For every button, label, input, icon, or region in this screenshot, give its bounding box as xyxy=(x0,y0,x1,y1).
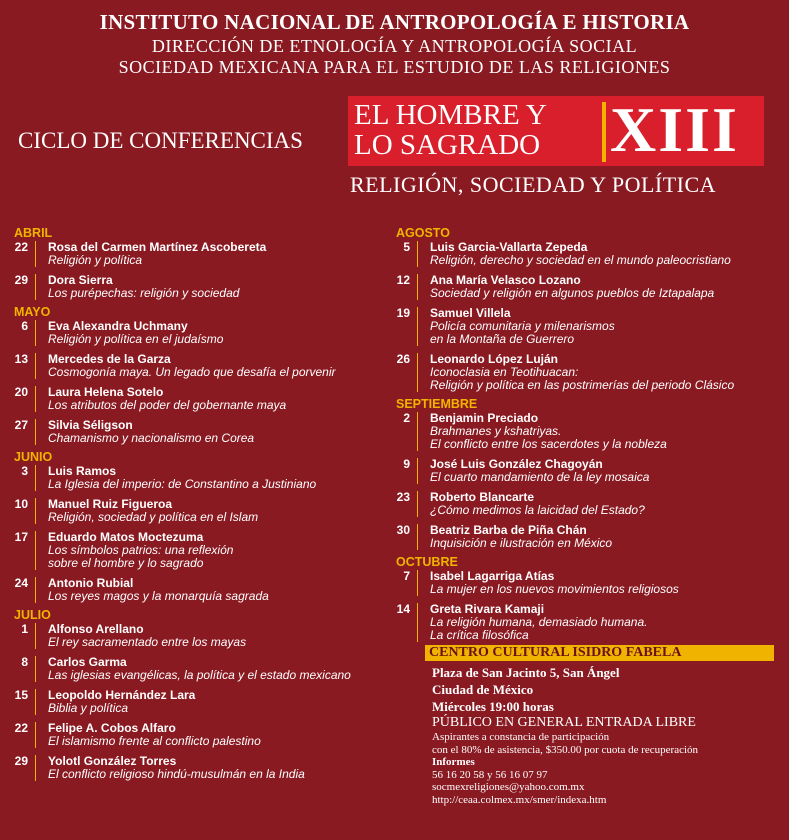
lecture-title: El conflicto religioso hindú-musulmán en la India xyxy=(48,767,305,781)
speaker-name: Antonio Rubial xyxy=(48,576,134,590)
lecture-details xyxy=(48,688,386,715)
lecture-title: El cuarto mandamiento de la ley mosaica xyxy=(430,470,650,484)
lecture-date: 22 xyxy=(14,240,28,254)
lecture-date: 17 xyxy=(14,530,28,544)
speaker-name: Ana María Velasco Lozano xyxy=(430,273,581,287)
lecture-date: 13 xyxy=(14,352,28,366)
lecture-date: 8 xyxy=(21,655,28,669)
lecture-title: Biblia y política xyxy=(48,701,129,715)
speaker-name: Benjamin Preciado xyxy=(430,411,539,425)
lecture-title: Religión y política en las postrimerías del periodo Clásico xyxy=(430,378,735,392)
speaker-name: Leopoldo Hernández Lara xyxy=(48,688,196,702)
lecture-title: Religión, sociedad y política en el Islam xyxy=(48,510,259,524)
venue-city: Ciudad de México xyxy=(432,682,534,697)
event-title-line1: EL HOMBRE Y xyxy=(354,99,547,131)
lecture-entry xyxy=(14,622,386,649)
lecture-details xyxy=(430,569,786,596)
lecture-date: 26 xyxy=(396,352,410,366)
lecture-date: 6 xyxy=(21,319,28,333)
lecture-date: 20 xyxy=(14,385,28,399)
lecture-details xyxy=(48,385,386,412)
lecture-date: 24 xyxy=(14,576,28,590)
event-title-box xyxy=(348,96,764,166)
speaker-name: Samuel Villela xyxy=(430,306,511,320)
lecture-title: Sociedad y religión en algunos pueblos de Iztapalapa xyxy=(430,286,715,300)
date-divider xyxy=(417,274,418,300)
lecture-entry xyxy=(14,721,386,748)
speaker-name: Carlos Garma xyxy=(48,655,127,669)
lecture-entry xyxy=(396,569,786,596)
date-divider xyxy=(35,241,36,267)
lecture-date: 19 xyxy=(396,306,410,320)
lecture-date: 3 xyxy=(21,464,28,478)
date-divider xyxy=(35,274,36,300)
date-divider xyxy=(35,386,36,412)
lecture-title: El conflicto entre los sacerdotes y la nobleza xyxy=(430,437,667,451)
month-heading: OCTUBRE xyxy=(396,555,458,569)
speaker-name: Roberto Blancarte xyxy=(430,490,535,504)
speaker-name: Manuel Ruiz Figueroa xyxy=(48,497,173,511)
lecture-details xyxy=(430,602,786,642)
lecture-details xyxy=(48,576,386,603)
phone-numbers: 56 16 20 58 y 56 16 07 97 xyxy=(432,768,548,781)
lecture-entry xyxy=(396,523,786,550)
event-title-line2: LO SAGRADO xyxy=(354,129,541,161)
speaker-name: Leonardo López Luján xyxy=(430,352,558,366)
lecture-date: 12 xyxy=(396,273,410,287)
lecture-title: Religión, derecho y sociedad en el mundo paleocristiano xyxy=(430,253,731,267)
lecture-details xyxy=(430,490,786,517)
lecture-entry xyxy=(14,385,386,412)
lecture-title: Las iglesias evangélicas, la política y el estado mexicano xyxy=(48,668,351,682)
lecture-details xyxy=(48,464,386,491)
lecture-date: 29 xyxy=(14,273,28,287)
event-subtitle: RELIGIÓN, SOCIEDAD Y POLÍTICA xyxy=(350,172,717,197)
date-divider xyxy=(417,412,418,451)
date-divider xyxy=(35,531,36,570)
lecture-title: Brahmanes y kshatriyas. xyxy=(430,424,562,438)
lecture-entry xyxy=(14,352,386,379)
lecture-details xyxy=(430,240,786,267)
lecture-details xyxy=(48,655,386,682)
schedule-left-column xyxy=(14,225,386,787)
date-divider xyxy=(417,524,418,550)
lecture-details xyxy=(48,497,386,524)
lecture-details xyxy=(430,457,786,484)
venue-name: CENTRO CULTURAL ISIDRO FABELA xyxy=(425,645,774,661)
date-divider xyxy=(35,465,36,491)
speaker-name: Rosa del Carmen Martínez Ascobereta xyxy=(48,240,267,254)
month-heading: ABRIL xyxy=(14,226,53,240)
lecture-entry xyxy=(14,754,386,781)
event-title xyxy=(354,100,547,160)
date-divider xyxy=(35,353,36,379)
speaker-name: Beatriz Barba de Piña Chán xyxy=(430,523,587,537)
speaker-name: Greta Rivara Kamaji xyxy=(430,602,545,616)
header-direction: DIRECCIÓN DE ETNOLOGÍA Y ANTROPOLOGÍA SOCIAL xyxy=(151,36,638,56)
lecture-title: ¿Cómo medimos la laicidad del Estado? xyxy=(430,503,645,517)
speaker-name: Dora Sierra xyxy=(48,273,113,287)
speaker-name: Silvia Séligson xyxy=(48,418,133,432)
lecture-entry xyxy=(396,457,786,484)
lecture-details xyxy=(48,319,386,346)
lecture-details xyxy=(48,240,386,267)
lecture-details xyxy=(48,418,386,445)
lecture-title: Chamanismo y nacionalismo en Corea xyxy=(48,431,255,445)
month-heading: MAYO xyxy=(14,305,51,319)
lecture-entry xyxy=(396,273,786,300)
lecture-details xyxy=(430,523,786,550)
lecture-title: La crítica filosófica xyxy=(430,628,529,642)
lecture-date: 22 xyxy=(14,721,28,735)
participation-note-2: con el 80% de asistencia, $350.00 por cuota de recuperación xyxy=(432,743,699,756)
date-divider xyxy=(35,498,36,524)
lecture-entry xyxy=(14,655,386,682)
lecture-details xyxy=(48,721,386,748)
date-divider xyxy=(35,320,36,346)
date-divider xyxy=(417,353,418,392)
lecture-title: Iconoclasia en Teotihuacan: xyxy=(430,365,579,379)
lecture-details xyxy=(430,306,786,346)
lecture-date: 1 xyxy=(21,622,28,636)
lecture-entry xyxy=(14,497,386,524)
header-institute: INSTITUTO NACIONAL DE ANTROPOLOGÍA E HISTORIA xyxy=(99,10,690,34)
lecture-date: 14 xyxy=(396,602,410,616)
lecture-title: sobre el hombre y lo sagrado xyxy=(48,556,204,570)
lecture-title: La religión humana, demasiado humana. xyxy=(430,615,648,629)
speaker-name: Luis Ramos xyxy=(48,464,117,478)
venue-address: Plaza de San Jacinto 5, San Ángel xyxy=(432,665,620,680)
venue-schedule: Miércoles 19:00 horas xyxy=(432,699,554,714)
lecture-entry xyxy=(396,240,786,267)
month-heading: JUNIO xyxy=(14,450,53,464)
month-heading: JULIO xyxy=(14,608,51,622)
lecture-details xyxy=(48,530,386,570)
date-divider xyxy=(417,491,418,517)
date-divider xyxy=(35,577,36,603)
month-heading: AGOSTO xyxy=(396,226,450,240)
speaker-name: Luis Garcia-Vallarta Zepeda xyxy=(430,240,588,254)
date-divider xyxy=(35,689,36,715)
lecture-entry xyxy=(396,352,786,392)
date-divider xyxy=(417,241,418,267)
lecture-entry xyxy=(14,688,386,715)
lecture-entry xyxy=(14,240,386,267)
date-divider xyxy=(35,623,36,649)
lecture-date: 2 xyxy=(403,411,410,425)
edition-number: XIII xyxy=(610,94,739,165)
speaker-name: Felipe A. Cobos Alfaro xyxy=(48,721,176,735)
lecture-title: Inquisición e ilustración en México xyxy=(430,536,613,550)
lecture-date: 23 xyxy=(396,490,410,504)
date-divider xyxy=(35,722,36,748)
lecture-entry xyxy=(14,576,386,603)
lecture-details xyxy=(48,754,386,781)
lecture-title: Religión y política en el judaísmo xyxy=(48,332,224,346)
date-divider xyxy=(35,656,36,682)
entrance-note: PÚBLICO EN GENERAL ENTRADA LIBRE xyxy=(432,715,696,730)
lecture-details xyxy=(48,273,386,300)
contact-info xyxy=(432,731,698,806)
lecture-entry xyxy=(14,319,386,346)
lecture-date: 10 xyxy=(14,497,28,511)
lecture-details xyxy=(430,411,786,451)
lecture-title: Los purépechas: religión y sociedad xyxy=(48,286,240,300)
date-divider xyxy=(35,755,36,781)
participation-note-1: Aspirantes a constancia de participación xyxy=(432,731,610,743)
lecture-title: Los reyes magos y la monarquía sagrada xyxy=(48,589,269,603)
lecture-entry xyxy=(14,530,386,570)
speaker-name: Alfonso Arellano xyxy=(48,622,144,636)
month-heading: SEPTIEMBRE xyxy=(396,397,478,411)
lecture-entry xyxy=(14,418,386,445)
date-divider xyxy=(417,458,418,484)
lecture-date: 29 xyxy=(14,754,28,768)
speaker-name: Yolotl González Torres xyxy=(48,754,177,768)
title-divider xyxy=(602,102,606,162)
lecture-date: 7 xyxy=(403,569,410,583)
lecture-title: La mujer en los nuevos movimientos religiosos xyxy=(430,582,679,596)
date-divider xyxy=(417,307,418,346)
contact-url[interactable]: http://ceaa.colmex.mx/smer/indexa.htm xyxy=(432,793,607,806)
lecture-entry xyxy=(396,306,786,346)
lecture-title: Cosmogonía maya. Un legado que desafía el porvenir xyxy=(48,365,336,379)
lecture-title: El rey sacramentado entre los mayas xyxy=(48,635,247,649)
lecture-entry xyxy=(14,273,386,300)
lecture-title: La Iglesia del imperio: de Constantino a Justiniano xyxy=(48,477,317,491)
date-divider xyxy=(35,419,36,445)
speaker-name: José Luis González Chagoyán xyxy=(430,457,603,471)
contact-email[interactable]: socmexreligiones@yahoo.com.mx xyxy=(432,781,585,793)
lecture-details xyxy=(430,352,786,392)
speaker-name: Mercedes de la Garza xyxy=(48,352,171,366)
speaker-name: Isabel Lagarriga Atías xyxy=(430,569,555,583)
speaker-name: Laura Helena Sotelo xyxy=(48,385,164,399)
lecture-entry xyxy=(396,602,786,642)
lecture-title: El islamismo frente al conflicto palestino xyxy=(48,734,261,748)
lecture-title: Los atributos del poder del gobernante maya xyxy=(48,398,287,412)
lecture-entry xyxy=(396,411,786,451)
lecture-details xyxy=(430,273,786,300)
lecture-entry xyxy=(14,464,386,491)
schedule-right-column xyxy=(396,225,786,648)
lecture-date: 30 xyxy=(396,523,410,537)
lecture-date: 9 xyxy=(403,457,410,471)
informes-label: Informes xyxy=(432,756,475,768)
speaker-name: Eva Alexandra Uchmany xyxy=(48,319,188,333)
lecture-date: 5 xyxy=(403,240,410,254)
lecture-details xyxy=(48,622,386,649)
lecture-title: Religión y política xyxy=(48,253,143,267)
speaker-name: Eduardo Matos Moctezuma xyxy=(48,530,204,544)
header-society: SOCIEDAD MEXICANA PARA EL ESTUDIO DE LAS RELIGIONES xyxy=(118,57,671,77)
date-divider xyxy=(417,603,418,642)
lecture-date: 27 xyxy=(14,418,28,432)
lecture-details xyxy=(48,352,386,379)
date-divider xyxy=(417,570,418,596)
ciclo-label: CICLO DE CONFERENCIAS xyxy=(18,128,303,153)
lecture-entry xyxy=(396,490,786,517)
lecture-title: Policía comunitaria y milenarismos xyxy=(430,319,615,333)
lecture-date: 15 xyxy=(14,688,28,702)
venue-info xyxy=(432,664,619,715)
lecture-title: en la Montaña de Guerrero xyxy=(430,332,575,346)
lecture-title: Los símbolos patrios: una reflexión xyxy=(48,543,234,557)
